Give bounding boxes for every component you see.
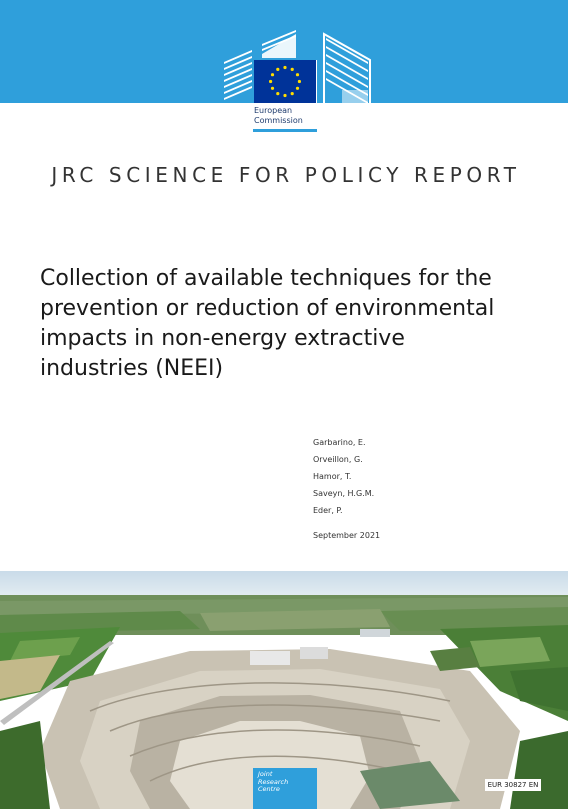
title-line: prevention or reduction of environmental	[40, 296, 495, 321]
report-code: EUR 30827 EN	[485, 779, 541, 791]
publication-date: September 2021	[313, 531, 381, 540]
author-list	[313, 434, 374, 519]
series-heading: JRC SCIENCE FOR POLICY REPORT	[51, 163, 521, 187]
title-line: industries (NEEI)	[40, 356, 224, 381]
logo-wordmark	[254, 106, 303, 126]
jrc-line: Centre	[258, 785, 280, 793]
jrc-line: Joint	[258, 770, 273, 778]
jrc-badge-text	[258, 771, 288, 794]
author: Garbarino, E.	[313, 438, 366, 447]
jrc-badge	[253, 768, 317, 809]
logo-underline	[253, 129, 317, 132]
logo-line-commission: Commission	[254, 116, 303, 125]
ec-building-icon	[222, 30, 372, 106]
author: Orveillon, G.	[313, 455, 363, 464]
author: Eder, P.	[313, 506, 343, 515]
title-line: Collection of available techniques for the	[40, 266, 492, 291]
title-line: impacts in non-energy extractive	[40, 326, 405, 351]
eu-flag-icon	[254, 60, 316, 103]
author: Saveyn, H.G.M.	[313, 489, 375, 498]
european-commission-logo	[222, 30, 372, 134]
jrc-line: Research	[258, 777, 289, 786]
logo-line-european: European	[254, 106, 293, 115]
author: Hamor, T.	[313, 472, 352, 481]
report-title	[40, 264, 540, 384]
